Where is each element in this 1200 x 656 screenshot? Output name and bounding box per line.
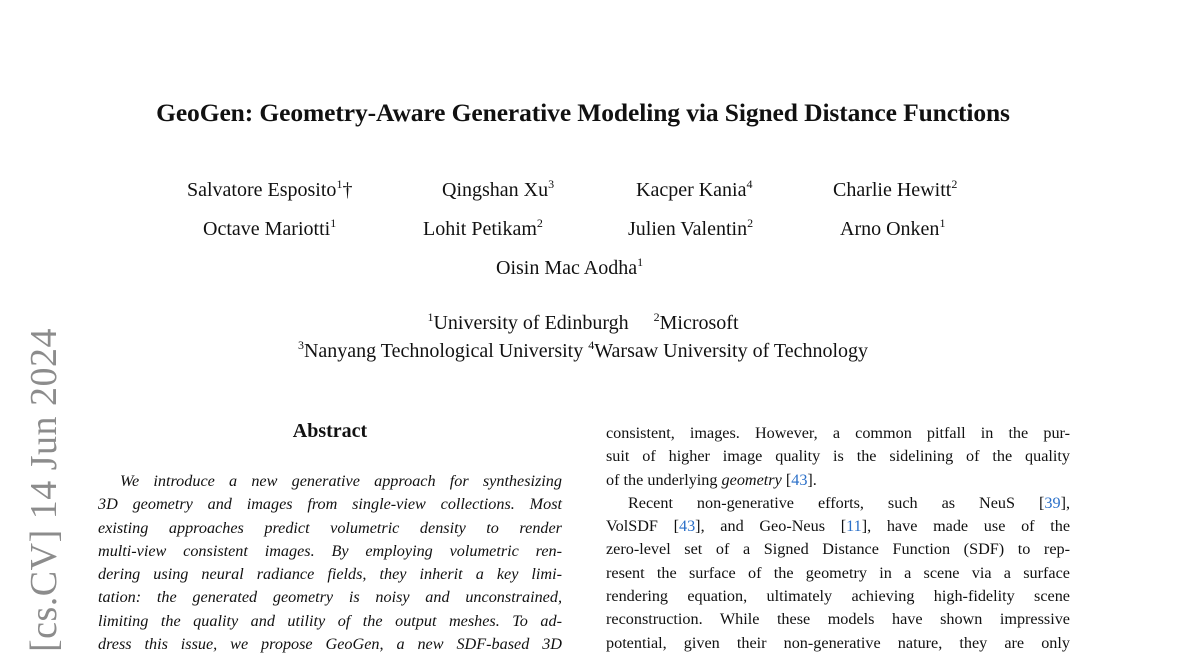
citation-link[interactable]: 43 (791, 470, 808, 489)
citation-link[interactable]: 43 (678, 517, 696, 536)
abstract-line: limiting the quality and utility of the output meshes. To ad- (98, 611, 562, 630)
author-3 (636, 179, 753, 202)
author-affil-mark: 2 (951, 177, 958, 191)
body-line: potential, given their non-generative nature, they are only (606, 633, 1070, 652)
author-name: Salvatore Esposito (187, 179, 337, 201)
author-affil-mark: 2 (747, 216, 754, 230)
paper-title: GeoGen: Geometry-Aware Generative Modeling via Signed Distance Functions (156, 98, 1010, 127)
body-line: resent the surface of the geometry in a scene via a surface (606, 563, 1070, 582)
author-name: Arno Onken (840, 218, 940, 240)
author-name: Kacper Kania (636, 179, 747, 201)
author-6 (423, 218, 543, 241)
affil-mark: 1 (427, 310, 434, 324)
body-line: of the underlying geometry [43]. (606, 470, 817, 489)
affiliations-line-2 (0, 340, 1166, 363)
author-5 (203, 218, 336, 241)
citation-link[interactable]: 39 (1044, 493, 1061, 512)
author-affil-mark: 4 (746, 177, 753, 191)
author-affil-mark: 1 (637, 255, 644, 269)
abstract-line: We introduce a new generative approach for synthesizing (120, 472, 562, 490)
author-name: Octave Mariotti (203, 218, 331, 240)
author-1 (187, 179, 352, 202)
abstract-heading: Abstract (292, 420, 368, 442)
author-name: Lohit Petikam (423, 218, 537, 240)
author-affil-mark: 3 (548, 177, 555, 191)
affiliation-name: Nanyang Technological University (303, 340, 584, 362)
author-affil-mark: 2 (536, 216, 543, 230)
author-name: Qingshan Xu (442, 179, 549, 201)
intro-body (606, 422, 1070, 655)
author-name: Oisin Mac Aodha (496, 257, 638, 279)
affiliation-name: Warsaw University of Technology (594, 340, 869, 362)
author-name: Julien Valentin (628, 218, 748, 240)
author-affil-mark: 1 (336, 177, 343, 191)
author-2 (442, 179, 554, 202)
affiliation-name: Microsoft (659, 312, 739, 334)
author-affil-mark: 1 (939, 216, 946, 230)
body-text: of the underlying (606, 470, 722, 489)
author-affil-mark: 1 (330, 216, 337, 230)
abstract-line: multi-view consistent images. By employing volumetric ren- (98, 541, 562, 560)
abstract-line: dress this issue, we propose GeoGen, a new SDF-based 3D (98, 635, 562, 654)
author-9 (496, 257, 643, 280)
abstract-body (98, 470, 562, 656)
body-line: Recent non-generative efforts, such as NeuS [39], (628, 493, 1071, 512)
body-line: rendering equation, ultimately achieving high-fidelity scene (606, 587, 1070, 606)
body-line: consistent, images. However, a common pitfall in the pur- (606, 424, 1070, 442)
abstract-line: 3D geometry and images from single-view collections. Most (98, 495, 562, 514)
arxiv-stamp: [cs.CV] 14 Jun 2024 (23, 327, 65, 652)
body-text: . (812, 470, 817, 489)
citation-link[interactable]: 11 (846, 517, 862, 536)
body-text: VolSDF (606, 517, 658, 536)
affil-mark: 4 (588, 338, 595, 352)
body-text: , have made use of the (867, 517, 1071, 536)
body-line: suit of higher image quality is the sidelining of the quality (606, 447, 1070, 466)
body-line: VolSDF [43], and Geo-Neus [11], have made use of the (606, 517, 1071, 536)
abstract-line: tation: the generated geometry is noisy and unconstrained, (98, 588, 562, 607)
affil-mark: 2 (653, 310, 660, 324)
body-text: , and Geo-Neus (700, 517, 825, 536)
abstract-line: existing approaches predict volumetric density to render (98, 518, 562, 537)
author-note-mark: † (342, 179, 353, 201)
author-name: Charlie Hewitt (833, 179, 952, 201)
author-4 (833, 179, 957, 202)
abstract-line: dering using neural radiance fields, they inherit a key limi- (98, 565, 562, 584)
author-8 (840, 218, 945, 241)
author-7 (628, 218, 753, 241)
body-line: reconstruction. While these models have shown impressive (606, 610, 1070, 629)
body-line: zero-level set of a Signed Distance Function (SDF) to rep- (606, 540, 1070, 559)
affil-mark: 3 (297, 338, 304, 352)
body-text: Recent non-generative efforts, such as NeuS (628, 493, 1016, 512)
affiliation-name: University of Edinburgh (433, 312, 629, 334)
emphasis-text: geometry (721, 470, 782, 489)
affiliations-line-1 (0, 312, 1166, 335)
